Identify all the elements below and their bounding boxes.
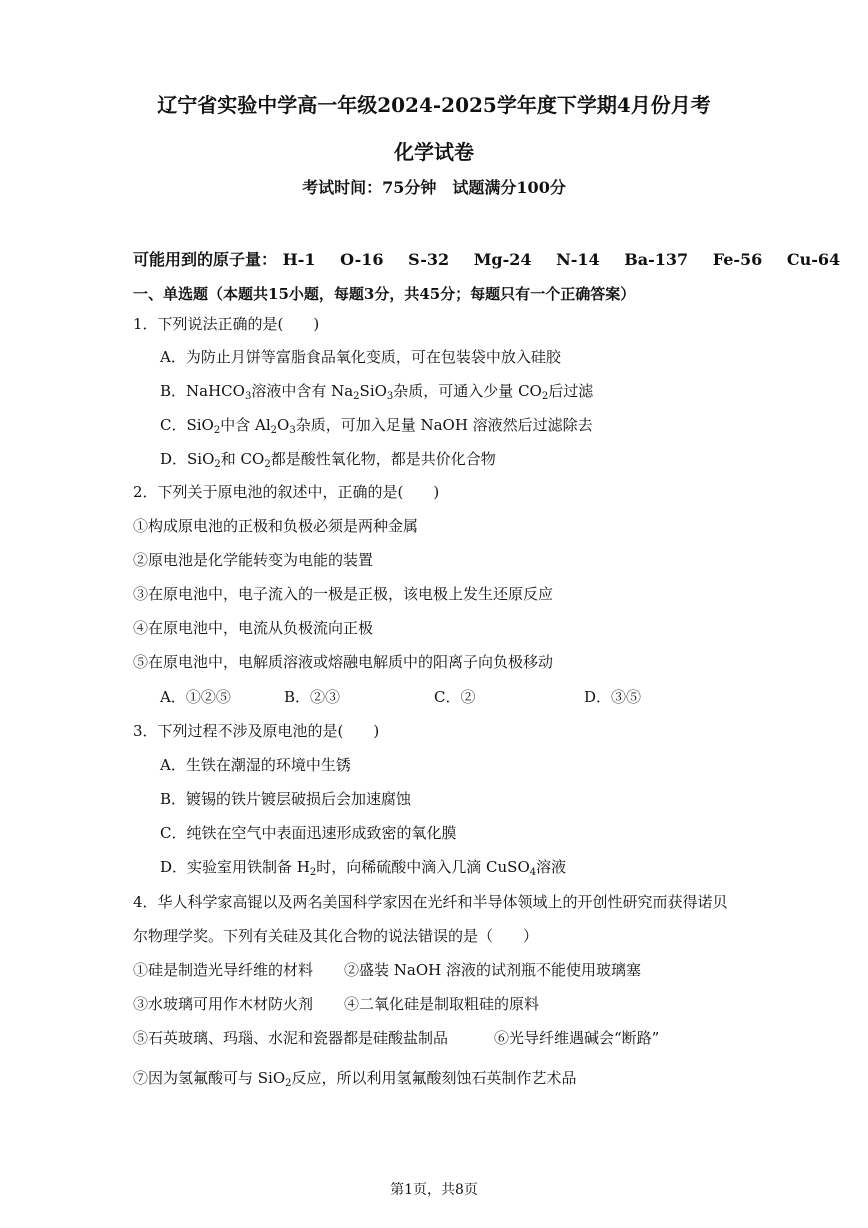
question-2-stem: 2．下列关于原电池的叙述中，正确的是( ) — [133, 483, 440, 501]
question-3-stem: 3．下列过程不涉及原电池的是( ) — [133, 722, 380, 740]
atomic-mass-item: Mg-24 — [473, 250, 532, 269]
subject-title: 化学试卷 — [394, 140, 474, 164]
question-2-option-a: A．①②⑤ — [160, 688, 231, 706]
question-4-statement-3: ③水玻璃可用作木材防火剂 — [133, 995, 314, 1013]
exam-title: 辽宁省实验中学高一年级2024-2025学年度下学期4月份月考 — [157, 93, 711, 117]
question-4-statement-5: ⑤石英玻璃、玛瑙、水泥和瓷器都是硅酸盐制品 — [133, 1029, 449, 1047]
atomic-mass-item: Fe-56 — [712, 250, 763, 269]
exam-info: 考试时间：75分钟 试题满分100分 — [302, 178, 566, 197]
atomic-mass-item: S-32 — [408, 250, 450, 269]
atomic-mass-item: N-14 — [556, 250, 600, 269]
question-2-option-d: D．③⑤ — [584, 688, 642, 706]
question-1-option-d: D．SiO$_2$和 $CO_2$都是酸性氧化物，都是共价化合物 — [160, 450, 496, 470]
question-4-statement-7: ⑦因为氢氟酸可与 SiO$_2$反应，所以利用氢氟酸刻蚀石英制作艺术品 — [133, 1069, 577, 1089]
question-1-option-b: B．NaHCO$_3$溶液中含有 $Na_2SiO_3$杂质，可通入少量 $CO_2$后过滤 — [160, 382, 594, 402]
page-footer: 第1页，共8页 — [390, 1182, 478, 1198]
question-3-option-b: B．镀锡的铁片镀层破损后会加速腐蚀 — [160, 790, 412, 808]
question-4-statement-4: ④二氧化硅是制取粗硅的原料 — [344, 995, 540, 1013]
section-heading: 一、单选题（本题共15小题，每题3分，共45分；每题只有一个正确答案） — [133, 285, 636, 303]
question-1-stem: 1．下列说法正确的是( ) — [133, 315, 320, 333]
atomic-mass-item: O-16 — [340, 250, 384, 269]
atomic-mass-item: Cu-64 — [786, 250, 841, 269]
atomic-mass-item: H-1 — [282, 250, 316, 269]
question-2-option-b: B．②③ — [284, 688, 341, 706]
question-2-statement-2: ②原电池是化学能转变为电能的装置 — [133, 551, 374, 569]
question-2-option-c: C．② — [434, 688, 476, 706]
atomic-masses — [133, 250, 840, 270]
question-4-stem-line-2: 尔物理学奖。下列有关硅及其化合物的说法错误的是（ ） — [133, 927, 539, 945]
question-2-statement-5: ⑤在原电池中，电解质溶液或熔融电解质中的阳离子向负极移动 — [133, 653, 554, 671]
question-2-statement-4: ④在原电池中，电流从负极流向正极 — [133, 619, 374, 637]
question-3-option-c: C．纯铁在空气中表面迅速形成致密的氧化膜 — [160, 824, 457, 842]
question-4-statement-6: ⑥光导纤维遇碱会“断路” — [494, 1029, 660, 1047]
question-3-option-a: A．生铁在潮湿的环境中生锈 — [160, 756, 351, 774]
question-4-statement-1: ①硅是制造光导纤维的材料 — [133, 961, 314, 979]
question-1-option-a: A．为防止月饼等富脂食品氧化变质，可在包装袋中放入硅胶 — [160, 348, 561, 366]
question-3-option-d: D．实验室用铁制备 $H_2$时，向稀硫酸中滴入几滴 CuSO$_4$溶液 — [160, 858, 567, 878]
question-2-statement-1: ①构成原电池的正极和负极必须是两种金属 — [133, 517, 419, 535]
atomic-masses-label: 可能用到的原子量： — [133, 250, 278, 269]
question-2-statement-3: ③在原电池中，电子流入的一极是正极，该电极上发生还原反应 — [133, 585, 554, 603]
atomic-mass-item: Ba-137 — [624, 250, 689, 269]
question-1-option-c: C．SiO$_2$中含 $Al_2O_3$杂质，可加入足量 NaOH 溶液然后过滤除去 — [160, 416, 593, 436]
question-4-statement-2: ②盛装 NaOH 溶液的试剂瓶不能使用玻璃塞 — [344, 961, 641, 979]
question-4-stem-line-1: 4．华人科学家高锟以及两名美国科学家因在光纤和半导体领域上的开创性研究而获得诺贝 — [133, 893, 728, 911]
